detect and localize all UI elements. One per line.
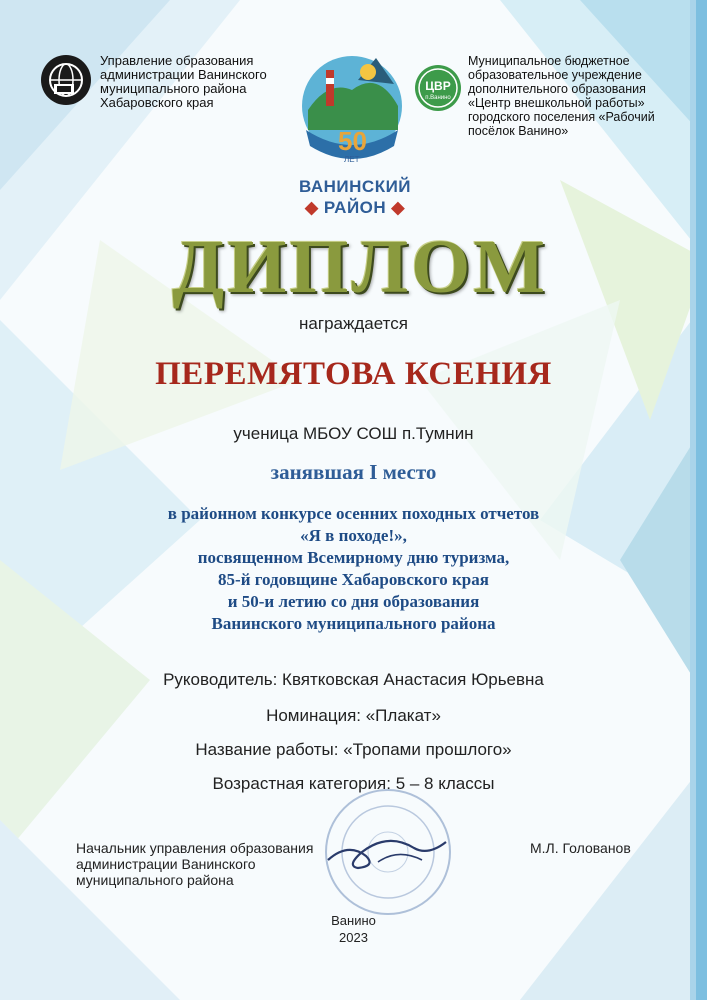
supervisor: Руководитель: Квятковская Анастасия Юрьевна [163, 670, 544, 689]
description-line: «Я в походе!», [300, 526, 407, 545]
district-name [270, 176, 440, 218]
left-organization-name: Управление образования администрации Ванинского муниципального района Хабаровского края [100, 53, 267, 110]
year: 2023 [339, 930, 368, 945]
education-department-logo [40, 54, 92, 106]
student-school: ученица МБОУ СОШ п.Тумнин [233, 424, 474, 443]
district-anniversary-emblem [298, 50, 406, 180]
diploma-title: ДИПЛОМ [172, 225, 548, 309]
signatory-name: М.Л. Голованов [530, 840, 631, 856]
cvr-logo-text: ЦВР [425, 79, 451, 93]
award-place: занявшая I место [270, 460, 437, 484]
district-line-2: ◆ РАЙОН ◆ [305, 198, 405, 217]
competition-description [0, 503, 707, 635]
awarded-label: награждается [299, 314, 408, 333]
district-line-1: ВАНИНСКИЙ [298, 177, 412, 196]
place-and-year [300, 912, 407, 946]
nomination: Номинация: «Плакат» [266, 706, 441, 725]
city: Ванино [331, 913, 376, 928]
right-organization-name: Муниципальное бюджетное образовательное учреждение дополнительного образования «Центр внешкольной работы» городского поселения «Рабочий посёлок Ванино» [468, 54, 655, 138]
cvr-logo [414, 64, 462, 112]
recipient-name: ПЕРЕМЯТОВА КСЕНИЯ [155, 356, 552, 392]
anniversary-suffix: ЛЕТ [344, 155, 360, 164]
signatory-position: Начальник управления образования администрации Ванинского муниципального района [76, 840, 314, 888]
description-line: в районном конкурсе осенних походных отчетов [167, 504, 540, 523]
age-category: Возрастная категория: 5 – 8 классы [212, 774, 495, 793]
description-line: посвященном Всемирному дню туризма, [197, 548, 510, 567]
description-line: и 50-и летию со дня образования [227, 592, 480, 611]
work-title: Название работы: «Тропами прошлого» [195, 740, 512, 759]
anniversary-number: 50 [338, 126, 367, 156]
description-line: 85-й годовщине Хабаровского края [218, 570, 489, 589]
district-line-2-text: РАЙОН [323, 198, 387, 217]
official-stamp [318, 782, 458, 922]
cvr-logo-subtext: п.Ванино [425, 95, 451, 101]
description-line: Ванинского муниципального района [211, 614, 496, 633]
